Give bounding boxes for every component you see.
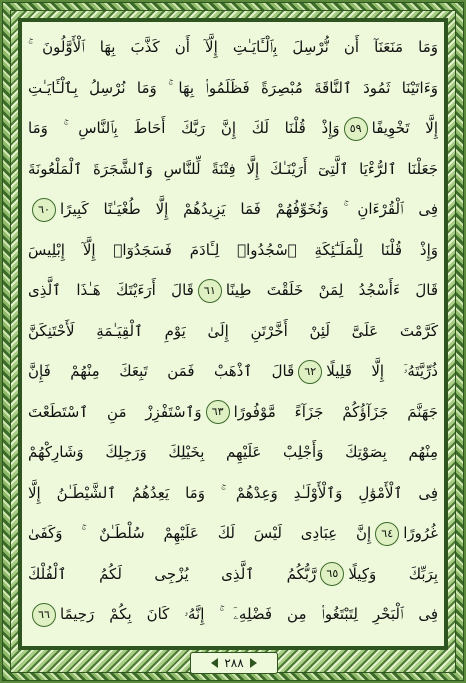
ayah-number-marker: ٦٠ (32, 198, 56, 222)
ayah-number-marker: ٦٦ (32, 603, 56, 627)
verse-line (28, 312, 438, 350)
page-number: ٢٨٨ (224, 656, 244, 670)
left-ornament-icon (211, 658, 218, 668)
verse-line (28, 555, 438, 593)
verse-text: وَءَاتَيْنَا ثَمُودَ ٱلنَّاقَةَ مُبْصِرَةً فَظَلَمُوا۟ بِهَا ۚ وَمَا نُرْسِلُ بِٱلْـَٔايَـٰتِ (28, 78, 438, 97)
verse-text: كَرَّمْتَ عَلَىَّ لَئِنْ أَخَّرْتَنِ إِلَىٰ يَوْمِ ٱلْقِيَـٰمَةِ لَأَحْتَنِكَنَّ (28, 321, 438, 340)
ayah-number-marker: ٦٥ (320, 562, 344, 586)
verse-text: قَالَ أَرَءَيْتَكَ هَـٰذَا ٱلَّذِى (28, 281, 194, 299)
verse-line (28, 150, 438, 188)
verse-line (28, 271, 438, 309)
verse-line (28, 514, 438, 552)
verse-text: وَمَا مَنَعَنَآ أَن نُّرْسِلَ بِٱلْـَٔايَـٰتِ إِلَّآ أَن كَذَّبَ بِهَا ٱلْأَوَّلُونَ ۚ (28, 38, 438, 56)
ayah-number-marker: ٥٩ (344, 117, 368, 141)
verse-text: إِنَّ عِبَادِى لَيْسَ لَكَ عَلَيْهِمْ سُلْطَـٰنٌ ۚ وَكَفَىٰ (28, 524, 372, 542)
ayah-number-marker: ٦٤ (375, 522, 399, 546)
verse-text: قَالَ ءَأَسْجُدُ لِمَنْ خَلَقْتَ طِينًا (225, 281, 438, 299)
verse-text: غُرُورًا (403, 524, 438, 542)
verse-text: مِنْهُم بِصَوْتِكَ وَأَجْلِبْ عَلَيْهِم بِخَيْلِكَ وَرَجِلِكَ وَشَارِكْهُمْ (28, 443, 438, 461)
verse-line (28, 28, 438, 66)
verse-line (28, 595, 438, 633)
ayah-number-marker: ٦٢ (298, 360, 322, 384)
verse-text: رَّبُّكُمُ ٱلَّذِى يُزْجِى لَكُمُ ٱلْفُلْكَ (28, 564, 317, 583)
verse-text: وَإِذْ قُلْنَا لِلْمَلَـٰٓئِكَةِ ٱسْجُدُوا۟ لِـَٔادَمَ فَسَجَدُوٓا۟ إِلَّآ إِبْلِيسَ (28, 240, 438, 259)
right-ornament-icon (250, 658, 257, 668)
verse-line (28, 190, 438, 228)
verse-text: فِى ٱلْأَمْوَٰلِ وَٱلْأَوْلَـٰدِ وَعِدْهُمْ ۚ وَمَا يَعِدُهُمُ ٱلشَّيْطَـٰنُ إِلَّا (28, 483, 438, 502)
verse-line (28, 433, 438, 471)
verse-text: فِى ٱلْبَحْرِ لِتَبْتَغُوا۟ مِن فَضْلِهِۦٓ ۚ إِنَّهُۥ كَانَ بِكُمْ رَحِيمًا (60, 605, 438, 623)
verse-text: جَعَلْنَا ٱلرُّءْيَا ٱلَّتِىٓ أَرَيْنَـٰكَ إِلَّا فِتْنَةً لِّلنَّاسِ وَٱلشَّجَرَةَ ٱلْمَلْعُونَةَ (28, 159, 438, 178)
verse-line (28, 352, 438, 390)
verse-line (28, 109, 438, 147)
verse-line (28, 474, 438, 512)
ayah-number-marker: ٦٣ (206, 400, 230, 424)
verse-text: جَهَنَّمَ جَزَآؤُكُمْ جَزَآءً مَّوْفُورًا (233, 402, 438, 421)
verse-text: ذُرِّيَّتَهُۥٓ إِلَّا قَلِيلًا (326, 362, 438, 380)
ayah-number-marker: ٦١ (198, 279, 222, 303)
verse-text: وَإِذْ قُلْنَا لَكَ إِنَّ رَبَّكَ أَحَاطَ بِٱلنَّاسِ ۚ وَمَا (28, 119, 340, 137)
verse-text: إِلَّا تَخْوِيفًا (371, 119, 438, 137)
page-number-box (190, 652, 278, 674)
verse-text: قَالَ ٱذْهَبْ فَمَن تَبِعَكَ مِنْهُمْ فَإِنَّ (28, 362, 295, 380)
verse-line (28, 231, 438, 269)
verse-text: فِى ٱلْقُرْءَانِ ۚ وَنُخَوِّفُهُمْ فَمَا يَزِيدُهُمْ إِلَّا طُغْيَـٰنًا كَبِيرًا (60, 200, 438, 218)
quran-text-area (22, 22, 444, 646)
verse-text: وَٱسْتَفْزِزْ مَنِ ٱسْتَطَعْتَ (28, 402, 202, 421)
verse-line (28, 69, 438, 107)
verse-text: بِرَبِّكَ وَكِيلًا (348, 564, 438, 583)
verse-line (28, 393, 438, 431)
